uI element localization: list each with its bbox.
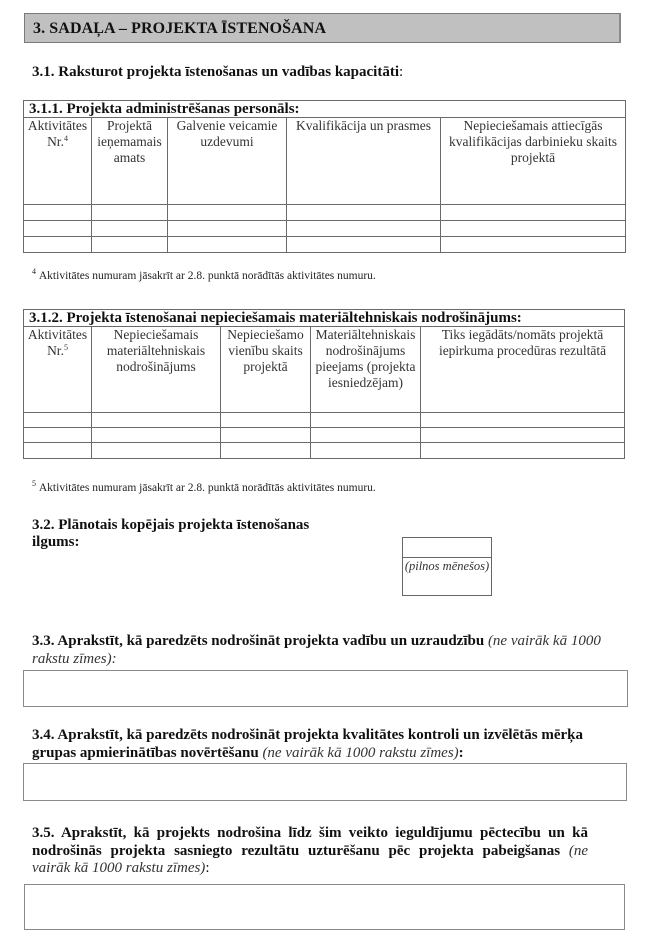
heading-3-1-text: 3.1. Raksturot projekta īstenošanas un vadības kapacitāti xyxy=(32,64,400,80)
footnote-4-marker: 4 xyxy=(32,267,36,276)
table-cell[interactable] xyxy=(287,221,441,237)
table-row xyxy=(24,413,625,428)
section-title-prefix: . SADAĻA – xyxy=(41,20,132,37)
table-cell[interactable] xyxy=(168,221,287,237)
table-cell[interactable] xyxy=(24,443,92,459)
duration-unit-label: (pilnos mēnešos) xyxy=(404,559,490,573)
table-cell[interactable] xyxy=(168,205,287,221)
col-header-position: Projektā ieņemamais amats xyxy=(92,118,168,205)
table-cell[interactable] xyxy=(24,205,92,221)
project-management-textarea[interactable] xyxy=(23,670,628,707)
sustainability-textarea[interactable] xyxy=(24,884,625,930)
heading-3-3-limit: (ne vairāk kā 1000 rakstu zīmes) xyxy=(32,633,601,667)
heading-3-2 xyxy=(32,517,309,551)
col-header-main-tasks: Galvenie veicamie uzdevumi xyxy=(168,118,287,205)
material-table-caption: 3.1.2. Projekta īstenošanai nepieciešamais materiāltehniskais nodrošinājums: xyxy=(24,310,625,327)
heading-3-4-colon: : xyxy=(458,744,464,761)
material-table-header-row xyxy=(24,327,625,413)
table-cell[interactable] xyxy=(92,237,168,253)
heading-3-4-text: 3.4. Aprakstīt, kā paredzēts nodrošināt projekta kvalitātes kontroli un izvēlētās mērķa grupas apmierinātības novērtēšanu xyxy=(32,727,583,761)
duration-input[interactable] xyxy=(403,538,491,558)
admin-table-header-row xyxy=(24,118,626,205)
table-cell[interactable] xyxy=(311,443,421,459)
footnote-4 xyxy=(32,267,376,282)
table-row xyxy=(24,428,625,443)
table-cell[interactable] xyxy=(441,221,626,237)
heading-3-5 xyxy=(32,825,588,878)
footnote-5 xyxy=(32,479,376,494)
table-cell[interactable] xyxy=(92,428,221,443)
footnote-5-text: Aktivitātes numuram jāsakrīt ar 2.8. punktā norādītās aktivitātes numuru. xyxy=(38,482,376,494)
table-cell[interactable] xyxy=(221,413,311,428)
table-cell[interactable] xyxy=(221,428,311,443)
footnote-ref-5: 5 xyxy=(63,343,68,352)
heading-3-4-limit: (ne vairāk kā 1000 rakstu zīmes) xyxy=(262,744,459,761)
col-header-activity-nr: Aktivitātes Nr.$^5$ xyxy=(24,327,92,413)
heading-3-5-limit: (ne vairāk kā 1000 rakstu zīmes) xyxy=(32,842,589,876)
col-header-required-equipment: Nepieciešamais materiāltehniskais nodrošinājums xyxy=(92,327,221,413)
table-cell[interactable] xyxy=(421,443,625,459)
col-header-staff-count: Nepieciešamais attiecīgās kvalifikācijas darbinieku skaits projektā xyxy=(441,118,626,205)
heading-3-3-text: 3.3. Aprakstīt, kā paredzēts nodrošināt projekta vadību un uzraudzību xyxy=(32,633,485,649)
heading-3-2-line1: 3.2. Plānotais kopējais projekta īstenošanas xyxy=(32,517,310,533)
section-number: 3 xyxy=(33,20,42,37)
table-cell[interactable] xyxy=(92,443,221,459)
admin-personnel-table xyxy=(23,100,626,253)
table-cell[interactable] xyxy=(221,443,311,459)
footnote-4-text: Aktivitātes numuram jāsakrīt ar 2.8. punktā norādītās aktivitātes numuru. xyxy=(38,270,376,282)
heading-3-5-text: 3.5. Aprakstīt, kā projekts nodrošina līdz šim veikto ieguldījumu pēctecību un kā nodrošinās projekta sasniegto rezultātu uzturēšanu pēc projekta pabeigšanas xyxy=(32,825,588,859)
heading-3-3 xyxy=(32,633,622,668)
heading-3-5-colon: : xyxy=(205,860,210,876)
heading-3-1 xyxy=(32,64,403,81)
table-cell[interactable] xyxy=(311,428,421,443)
footnote-5-marker: 5 xyxy=(32,479,36,488)
section-title-text: PROJEKTA ĪSTENOŠANA xyxy=(131,20,327,37)
heading-3-1-colon: : xyxy=(399,64,404,80)
table-cell[interactable] xyxy=(421,413,625,428)
table-cell[interactable] xyxy=(421,428,625,443)
footnote-ref-4: 4 xyxy=(63,134,68,143)
table-row xyxy=(24,237,626,253)
table-cell[interactable] xyxy=(311,413,421,428)
table-cell[interactable] xyxy=(287,237,441,253)
material-technical-table xyxy=(23,309,625,459)
table-row xyxy=(24,221,626,237)
table-cell[interactable] xyxy=(92,413,221,428)
table-cell[interactable] xyxy=(92,205,168,221)
admin-table-caption: 3.1.1. Projekta administrēšanas personāls: xyxy=(24,101,626,118)
col-header-qualification: Kvalifikācija un prasmes xyxy=(287,118,441,205)
table-cell[interactable] xyxy=(24,237,92,253)
heading-3-2-line2: ilgums: xyxy=(32,534,80,550)
col-header-unit-count: Nepieciešamo vienību skaits projektā xyxy=(221,327,311,413)
duration-box xyxy=(402,537,492,596)
col-header-available-equipment: Materiāltehniskais nodrošinājums pieejams (projekta iesniedzējam) xyxy=(311,327,421,413)
table-row xyxy=(24,205,626,221)
heading-3-4 xyxy=(32,727,592,762)
table-cell[interactable] xyxy=(287,205,441,221)
col-header-procured-equipment: Tiks iegādāts/nomāts projektā iepirkuma procedūras rezultātā xyxy=(421,327,625,413)
table-cell[interactable] xyxy=(441,237,626,253)
table-cell[interactable] xyxy=(92,221,168,237)
quality-control-textarea[interactable] xyxy=(23,763,627,801)
section-title xyxy=(33,20,326,38)
table-cell[interactable] xyxy=(441,205,626,221)
heading-3-3-colon: : xyxy=(111,650,117,667)
table-cell[interactable] xyxy=(24,221,92,237)
col-header-activity-nr: Aktivitātes Nr.$^4$ xyxy=(24,118,92,205)
table-cell[interactable] xyxy=(24,428,92,443)
table-cell[interactable] xyxy=(24,413,92,428)
table-cell[interactable] xyxy=(168,237,287,253)
section-header xyxy=(24,13,621,43)
table-row xyxy=(24,443,625,459)
